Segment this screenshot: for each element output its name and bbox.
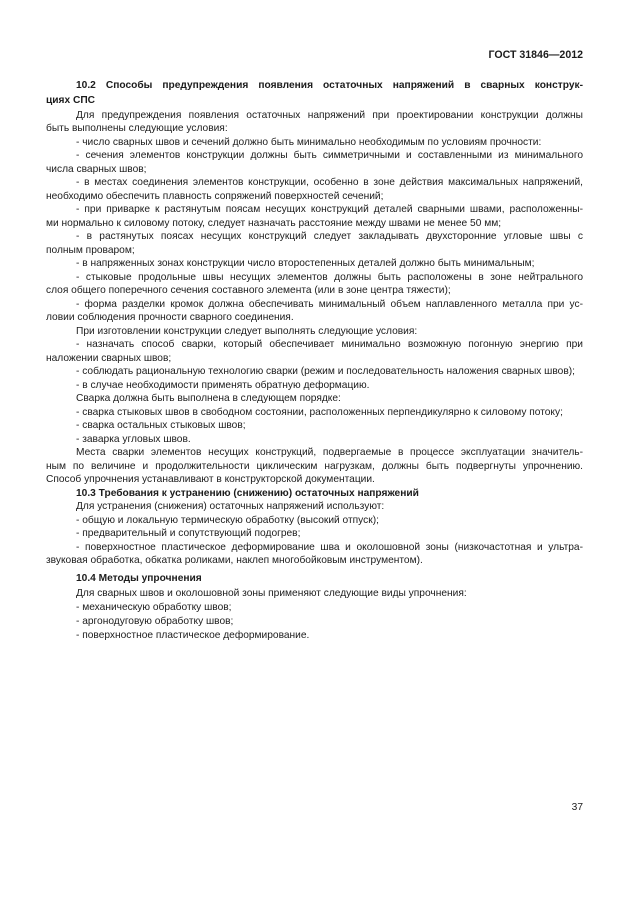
section-heading <box>46 571 583 587</box>
paragraph <box>46 109 583 136</box>
list-item <box>46 433 583 447</box>
page-number: 37 <box>571 802 583 813</box>
paragraph <box>46 392 583 406</box>
list-item <box>46 298 583 325</box>
heading-line: 10.3 Требования к устранению (снижению) остаточных напряжений <box>76 487 419 499</box>
text-line: - поверхностное пластическое деформирование. <box>76 629 310 641</box>
text-line: звуковая обработка, обкатка роликами, наклеп многобойковым инструментом). <box>46 555 423 566</box>
list-item <box>46 379 583 393</box>
text-line: Для предупреждения появления остаточных напряжений при проектировании конструкции должны <box>76 109 583 121</box>
text-line: - заварка угловых швов. <box>76 433 191 445</box>
list-item <box>46 601 583 615</box>
text-line: ми нормально к силовому потоку, следует назначать расстояние между швами не менее 50 мм; <box>46 217 502 229</box>
heading-line: 10.2 Способы предупреждения появления остаточных напряжений в сварных конструк- <box>76 79 583 91</box>
text-line: полным проваром; <box>46 244 135 256</box>
list-item <box>46 257 583 271</box>
text-line: - общую и локальную термическую обработку (высокий отпуск); <box>76 514 379 526</box>
paragraph <box>46 587 583 601</box>
text-line: слоя общего поперечного сечения составного элемента (или в зоне центра тяжести); <box>46 285 451 296</box>
list-item <box>46 406 583 420</box>
section-10-3 <box>46 487 583 568</box>
section-heading <box>46 487 583 501</box>
text-line: ловии соблюдения прочности сварного соединения. <box>46 312 294 323</box>
list-item <box>46 338 583 365</box>
list-item <box>46 203 583 230</box>
text-line: - механическую обработку швов; <box>76 601 232 613</box>
text-line: - в напряженных зонах конструкции число второстепенных деталей должно быть минимальным; <box>76 258 535 269</box>
heading-line: циях СПС <box>46 95 96 106</box>
text-line: наложении сварных швов; <box>46 352 172 364</box>
text-line: - аргонодуговую обработку швов; <box>76 615 234 627</box>
text-line: Сварка должна быть выполнена в следующем порядке: <box>76 393 341 404</box>
text-line: - предварительный и сопутствующий подогрев; <box>76 528 301 539</box>
list-item <box>46 419 583 433</box>
text-line: необходимо обеспечить плавность сопряжений поверхностей сечений; <box>46 190 384 202</box>
section-10-2 <box>46 78 583 487</box>
list-item <box>46 629 583 643</box>
list-item <box>46 149 583 176</box>
text-line: ным по величине и продолжительности циклическим нагрузкам, должны быть подвергнуты упрочнению. <box>46 460 583 472</box>
text-line: При изготовлении конструкции следует выполнять следующие условия: <box>76 325 418 337</box>
heading-line: 10.4 Методы упрочнения <box>76 573 202 584</box>
list-item <box>46 230 583 257</box>
text-line: - стыковые продольные швы несущих элементов должны быть расположены в зоне нейтрального <box>76 271 583 283</box>
text-line: - в местах соединения элементов конструкции, особенно в зоне действия максимальных напряжений, <box>76 177 583 188</box>
list-item <box>46 514 583 528</box>
standard-number: ГОСТ 31846—2012 <box>488 49 583 61</box>
text-line: - число сварных швов и сечений должно быть минимально необходимым по условиям прочности: <box>76 136 542 148</box>
text-line: - при приварке к растянутым поясам несущих конструкций деталей сварными швами, расположенны- <box>76 204 583 215</box>
paragraph <box>46 325 583 339</box>
list-item <box>46 136 583 150</box>
text-line: - в растянутых поясах несущих конструкций следует закладывать двухсторонние угловые швы с <box>76 231 583 242</box>
text-line: - в случае необходимости применять обратную деформацию. <box>76 379 370 391</box>
text-line: - сечения элементов конструкции должны быть симметричными и составленными из минимального <box>76 150 583 161</box>
text-line: числа сварных швов; <box>46 163 147 175</box>
list-item <box>46 541 583 568</box>
paragraph <box>46 446 583 487</box>
text-line: - сварка стыковых швов в свободном состоянии, расположенных перпендикулярно к силовому потоку; <box>76 406 563 418</box>
text-line: Способ упрочнения устанавливают в конструкторской документации. <box>46 474 375 485</box>
text-line: - поверхностное пластическое деформирование шва и околошовной зоны (низкочастотная и ультра- <box>76 541 583 553</box>
text-line: быть выполнены следующие условия: <box>46 123 228 134</box>
text-line: Для сварных швов и околошовной зоны применяют следующие виды упрочнения: <box>76 587 467 599</box>
text-line: - назначать способ сварки, который обеспечивает минимально возможную погонную энергию при <box>76 339 583 350</box>
text-line: Для устранения (снижения) остаточных напряжений используют: <box>76 501 385 512</box>
list-item <box>46 271 583 298</box>
list-item <box>46 527 583 541</box>
section-10-4 <box>46 571 583 643</box>
paragraph <box>46 500 583 514</box>
section-heading <box>46 78 583 109</box>
text-line: - форма разделки кромок должна обеспечивать минимальный объем наплавленного металла при ус- <box>76 298 583 310</box>
list-item <box>46 365 583 379</box>
page-body <box>46 78 583 643</box>
text-line: Места сварки элементов несущих конструкций, подвергаемые в процессе эксплуатации значитель- <box>76 447 583 458</box>
text-line: - соблюдать рациональную технологию сварки (режим и последовательность наложения сварных швов); <box>76 366 575 377</box>
text-line: - сварка остальных стыковых швов; <box>76 420 246 431</box>
list-item <box>46 615 583 629</box>
list-item <box>46 176 583 203</box>
